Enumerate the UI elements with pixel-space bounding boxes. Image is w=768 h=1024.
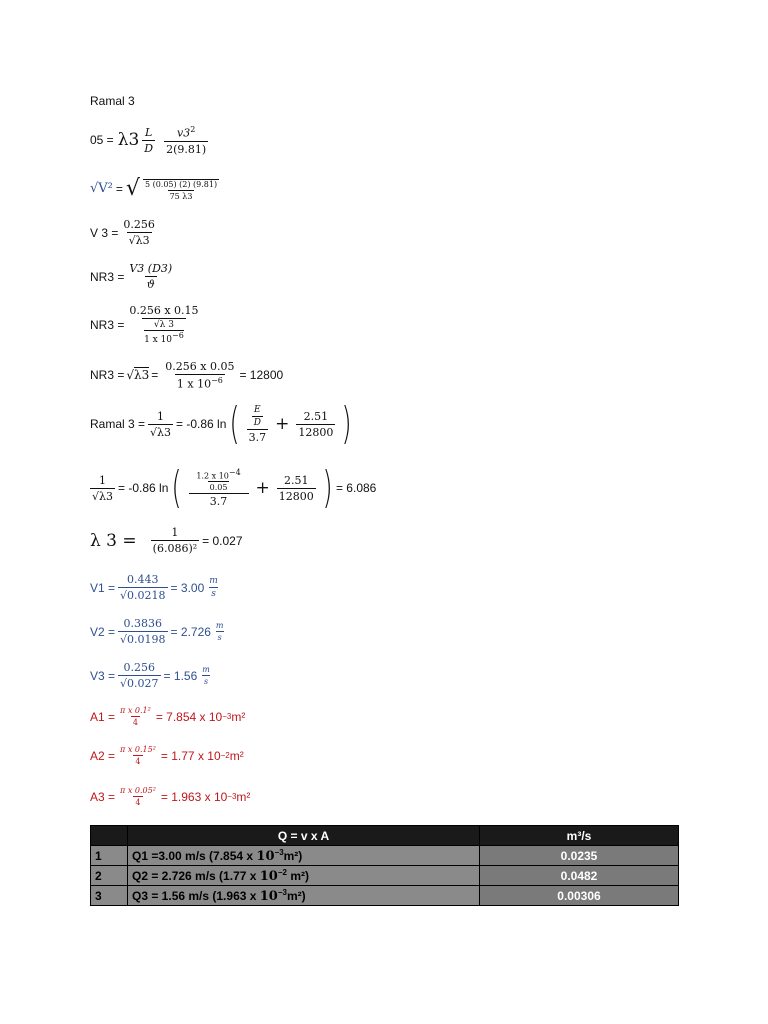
equation-v2: V2 = $\frac{0.3836}{√0.0198}$ = 2.726 $\frac{m}{s}$ xyxy=(90,617,224,646)
section-heading xyxy=(90,94,135,108)
flow-table xyxy=(90,825,679,906)
equation-head-loss: 05 = λ3 $\frac{L}{D}$ $\frac{v3^2}{2(9.81)}$ xyxy=(90,125,207,156)
equation-v1: V1 = $\frac{0.443}{√0.0218}$ = 3.00 $\frac{m}{s}$ xyxy=(90,573,218,602)
heading-text: Ramal 3 xyxy=(90,94,135,108)
equation-v3-result: V3 = $\frac{0.256}{√0.027}$ = 1.56 $\frac{m}{s}$ xyxy=(90,661,210,690)
table-row: 3 Q3 = 1.56 m/s (1.963 x $10^{-3}m^2$) 0.00306 xyxy=(91,886,679,906)
equation-nr3-result: NR3 = √λ3 = $\frac{0.256 x 0.05}{1 x 10^{-6}}$ = 12800 xyxy=(90,360,284,391)
header-index xyxy=(91,826,128,846)
equation-a1: A1 = $\frac{\text{π x 0.1²}}{4}$ = 7.854 x 10 −3 m² xyxy=(90,706,246,727)
equation-a2: A2 = $\frac{\text{π x 0.15²}}{4}$ = 1.77 x 10 −2 m² xyxy=(90,745,244,766)
header-formula: Q = v x A xyxy=(128,826,480,846)
equation-colebrook-sub: $\frac{1}{√\lambda 3}$ = -0.86 ln ( $\frac{\frac{1.2 x 10^{-4}}{0.05}}{3.7}$ + $\frac{2.51}{12800}$ ) = 6.086 xyxy=(92,462,377,513)
equation-a3: A3 = $\frac{\text{π x 0.05²}}{4}$ = 1.963 x 10 −3 m² xyxy=(90,786,251,807)
header-units: m³/s xyxy=(480,826,679,846)
equation-nr3-def: NR3 = $\frac{V3 (D3)}{ϑ}$ xyxy=(90,262,173,291)
equation-lambda3: λ 3 = $\frac{1}{\text{(6.086)²}}$ = 0.027 xyxy=(90,526,243,555)
table-header-row xyxy=(91,826,679,846)
equation-v3: V 3 = $\frac{0.256}{√\lambda 3}$ xyxy=(90,218,155,247)
equation-colebrook: Ramal 3 = $\frac{1}{√\lambda 3}$ = -0.86 ln ( $\frac{\frac{E}{D}}{3.7}$ + $\frac{2.51}{12800}$ ) xyxy=(90,398,353,449)
equation-velocity-root: √V² = √ $\frac{5 (0.05) (2) (9.81)}{75 \lambda 3}$ xyxy=(90,176,218,201)
equation-nr3-sub: NR3 = 0.256 x 0.15 √λ 3 1 x $10^{-6}$ xyxy=(90,304,199,345)
table-row: 2 Q2 = 2.726 m/s (1.77 x $10^{-2}$ m²) 0.0482 xyxy=(91,866,679,886)
table-row: 1 Q1 =3.00 m/s (7.854 x $10^{-3}m^2$) 0.0235 xyxy=(91,846,679,866)
